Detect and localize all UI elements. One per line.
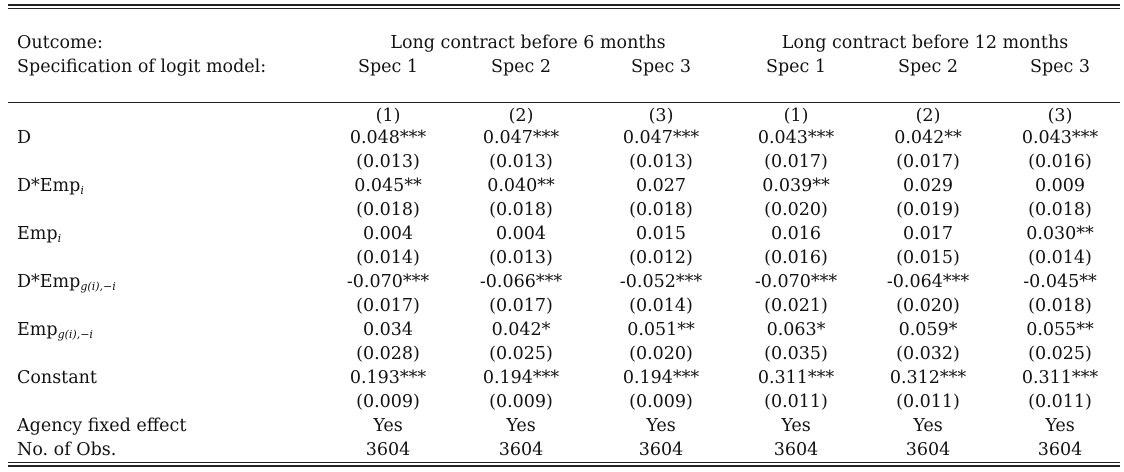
coefficient-cell: 0.059*	[898, 320, 958, 340]
coefficient-cell: -0.052***	[619, 272, 703, 292]
row-label-subscript: g(i),−i	[57, 328, 93, 341]
std-error-cell: (0.018)	[1028, 200, 1092, 220]
std-error-cell: (0.017)	[489, 296, 553, 316]
std-error-cell: (0.020)	[896, 296, 960, 316]
footer-value-cell: Yes	[506, 416, 536, 436]
row-label-3	[17, 222, 61, 246]
coefficient-cell: 0.042**	[894, 128, 962, 148]
column-number-2: (2)	[508, 106, 534, 126]
std-error-cell: (0.015)	[896, 248, 960, 268]
row-label-subscript: g(i),−i	[80, 280, 116, 293]
std-error-cell: (0.017)	[764, 152, 828, 172]
footer-label-1: Agency fixed effect	[17, 416, 187, 436]
coefficient-cell: 0.027	[635, 176, 687, 196]
coefficient-cell: 0.047***	[622, 128, 700, 148]
std-error-cell: (0.018)	[629, 200, 693, 220]
std-error-cell: (0.013)	[489, 248, 553, 268]
coefficient-cell: -0.070***	[754, 272, 838, 292]
std-error-cell: (0.017)	[896, 152, 960, 172]
std-error-cell: (0.018)	[356, 200, 420, 220]
coefficient-cell: 0.004	[495, 224, 547, 244]
spec-header-6: Spec 3	[1029, 57, 1091, 77]
spec-header-4: Spec 1	[765, 57, 827, 77]
std-error-cell: (0.018)	[489, 200, 553, 220]
coefficient-cell: 0.311***	[1021, 368, 1099, 388]
row-label-text: D	[17, 128, 32, 148]
group-header-12-months: Long contract before 12 months	[781, 33, 1069, 53]
std-error-cell: (0.021)	[764, 296, 828, 316]
std-error-cell: (0.020)	[764, 200, 828, 220]
coefficient-cell: 0.039**	[762, 176, 830, 196]
std-error-cell: (0.018)	[1028, 296, 1092, 316]
std-error-cell: (0.012)	[629, 248, 693, 268]
header-rule	[8, 102, 1120, 103]
std-error-cell: (0.011)	[764, 392, 828, 412]
coefficient-cell: 0.009	[1034, 176, 1086, 196]
footer-value-cell: Yes	[1045, 416, 1075, 436]
spec-header-1: Spec 1	[357, 57, 419, 77]
std-error-cell: (0.011)	[1028, 392, 1092, 412]
coefficient-cell: 0.051**	[627, 320, 695, 340]
coefficient-cell: 0.004	[362, 224, 414, 244]
std-error-cell: (0.013)	[489, 152, 553, 172]
row-label-text: Emp	[17, 320, 58, 340]
footer-value-cell: 3604	[773, 440, 819, 460]
spec-header-3: Spec 3	[630, 57, 692, 77]
footer-value-cell: 3604	[498, 440, 544, 460]
std-error-cell: (0.025)	[1028, 344, 1092, 364]
coefficient-cell: 0.043***	[757, 128, 835, 148]
coefficient-cell: 0.193***	[349, 368, 427, 388]
footer-value-cell: 3604	[905, 440, 951, 460]
std-error-cell: (0.017)	[356, 296, 420, 316]
row-label-text: D*Emp	[17, 176, 81, 196]
bottom-rule-2	[8, 465, 1120, 467]
footer-value-cell: Yes	[646, 416, 676, 436]
spec-header-2: Spec 2	[490, 57, 552, 77]
coefficient-cell: 0.194***	[622, 368, 700, 388]
column-number-4: (1)	[783, 106, 809, 126]
coefficient-cell: 0.034	[362, 320, 414, 340]
footer-value-cell: 3604	[1037, 440, 1083, 460]
std-error-cell: (0.035)	[764, 344, 828, 364]
coefficient-cell: 0.042*	[491, 320, 551, 340]
std-error-cell: (0.032)	[896, 344, 960, 364]
std-error-cell: (0.009)	[356, 392, 420, 412]
row-label-subscript: i	[80, 184, 84, 197]
std-error-cell: (0.014)	[629, 296, 693, 316]
coefficient-cell: 0.017	[902, 224, 954, 244]
coefficient-cell: -0.064***	[886, 272, 970, 292]
std-error-cell: (0.016)	[1028, 152, 1092, 172]
std-error-cell: (0.025)	[489, 344, 553, 364]
std-error-cell: (0.019)	[896, 200, 960, 220]
row-label-1	[17, 126, 31, 150]
std-error-cell: (0.013)	[356, 152, 420, 172]
std-error-cell: (0.020)	[629, 344, 693, 364]
top-rule-2	[8, 8, 1120, 9]
std-error-cell: (0.028)	[356, 344, 420, 364]
row-label-text: Emp	[17, 224, 58, 244]
coefficient-cell: 0.311***	[757, 368, 835, 388]
coefficient-cell: 0.312***	[889, 368, 967, 388]
coefficient-cell: 0.043***	[1021, 128, 1099, 148]
coefficient-cell: -0.045**	[1023, 272, 1097, 292]
group-header-6-months: Long contract before 6 months	[390, 33, 666, 53]
row-label-text: D*Emp	[17, 272, 81, 292]
footer-value-cell: Yes	[373, 416, 403, 436]
coefficient-cell: 0.055**	[1026, 320, 1094, 340]
std-error-cell: (0.011)	[896, 392, 960, 412]
coefficient-cell: 0.016	[770, 224, 822, 244]
column-number-3: (3)	[648, 106, 674, 126]
std-error-cell: (0.009)	[489, 392, 553, 412]
column-number-1: (1)	[375, 106, 401, 126]
row-label-subscript: i	[57, 232, 62, 245]
std-error-cell: (0.013)	[629, 152, 693, 172]
footer-label-2: No. of Obs.	[17, 440, 117, 460]
std-error-cell: (0.009)	[629, 392, 693, 412]
coefficient-cell: 0.045**	[354, 176, 422, 196]
coefficient-cell: 0.040**	[487, 176, 555, 196]
footer-value-cell: Yes	[781, 416, 811, 436]
std-error-cell: (0.016)	[764, 248, 828, 268]
column-number-5: (2)	[915, 106, 941, 126]
row-label-4	[17, 270, 116, 294]
top-rule-1	[8, 4, 1120, 6]
outcome-label: Outcome:	[17, 33, 103, 53]
coefficient-cell: 0.194***	[482, 368, 560, 388]
coefficient-cell: 0.030**	[1026, 224, 1094, 244]
coefficient-cell: -0.070***	[346, 272, 430, 292]
row-label-2	[17, 174, 84, 198]
row-label-5	[17, 318, 93, 342]
footer-value-cell: 3604	[638, 440, 684, 460]
row-label-6	[17, 366, 97, 390]
spec-header-5: Spec 2	[897, 57, 959, 77]
std-error-cell: (0.014)	[356, 248, 420, 268]
coefficient-cell: 0.063*	[766, 320, 826, 340]
spec-label: Specification of logit model:	[17, 57, 267, 77]
coefficient-cell: 0.048***	[349, 128, 427, 148]
row-label-text: Constant	[17, 368, 97, 388]
footer-value-cell: Yes	[913, 416, 943, 436]
coefficient-cell: -0.066***	[479, 272, 563, 292]
footer-value-cell: 3604	[365, 440, 411, 460]
bottom-rule-1	[8, 462, 1120, 463]
coefficient-cell: 0.047***	[482, 128, 560, 148]
coefficient-cell: 0.015	[635, 224, 687, 244]
coefficient-cell: 0.029	[902, 176, 954, 196]
column-number-6: (3)	[1047, 106, 1073, 126]
std-error-cell: (0.014)	[1028, 248, 1092, 268]
